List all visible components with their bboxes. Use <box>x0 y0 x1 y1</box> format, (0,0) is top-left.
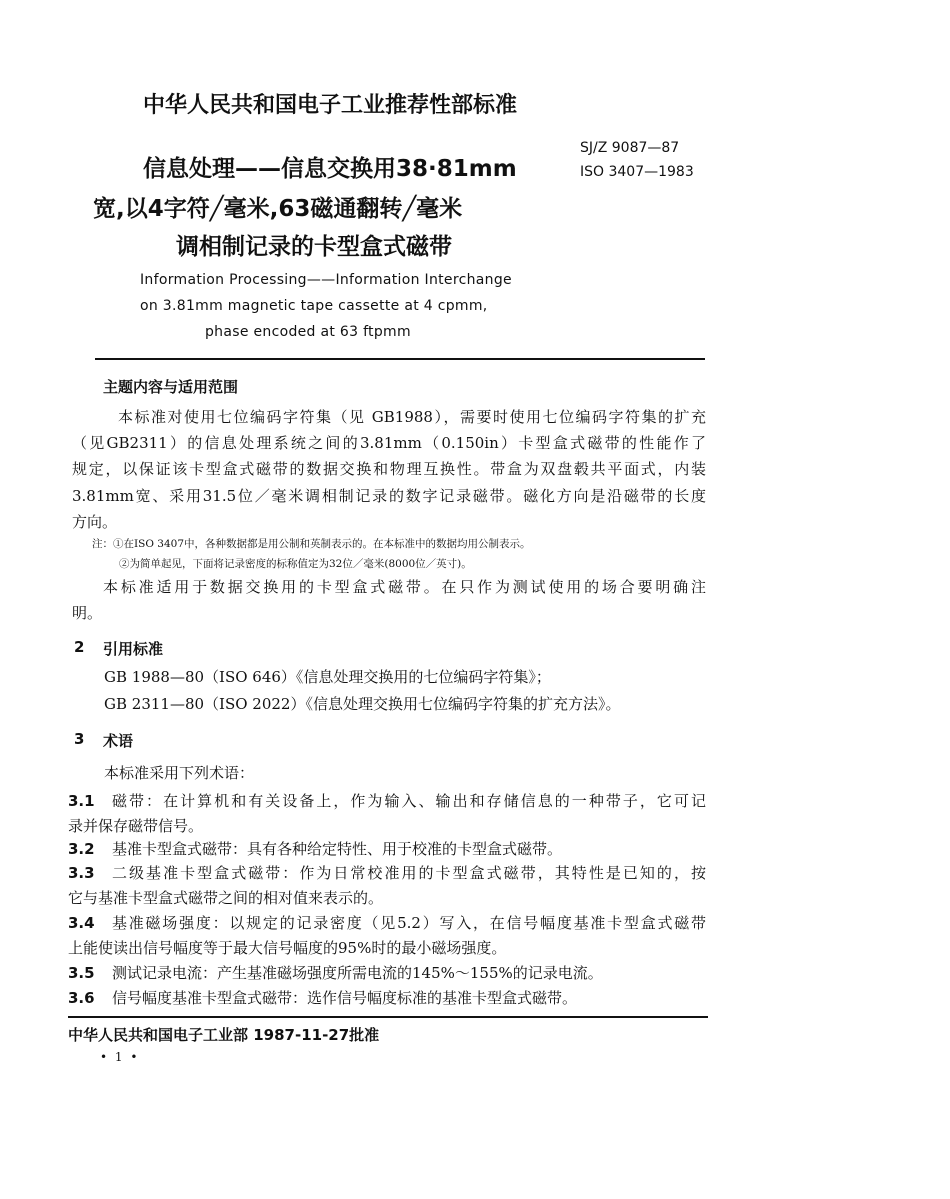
para1-line-5: 方向。 <box>72 513 118 531</box>
para1-line-3: 规定，以保证该卡型盒式磁带的数据交换和物理互换性。带盒为双盘毂共平面式，内装 <box>72 460 706 478</box>
term-text: 上能使读出信号幅度等于最大信号幅度的95%时的最小磁场强度。 <box>68 939 507 957</box>
standard-code-iso: ISO 3407—1983 <box>580 164 694 180</box>
para2-line-1: 本标准适用于数据交换用的卡型盒式磁带。在只作为测试使用的场合要明确注 <box>103 578 706 596</box>
term-text: 基准磁场强度：以规定的记录密度（见5.2）写入，在信号幅度基准卡型盒式磁带 <box>112 914 706 932</box>
section-2-heading: 引用标准 <box>103 640 164 658</box>
title-en-line-1: Information Processing——Information Interchange <box>140 272 512 288</box>
approval-line: 中华人民共和国电子工业部 1987-11-27批准 <box>68 1026 380 1044</box>
para1-line-2: （见GB2311）的信息处理系统之间的3.81mm（0.150in）卡型盒式磁带的性能作了 <box>72 434 706 452</box>
term-number: 3.3 <box>68 864 95 882</box>
section-2-number: 2 <box>74 638 85 656</box>
title-cn-line-1: 信息处理——信息交换用38·81mm <box>143 156 517 182</box>
para1-line-4: 3.81mm宽、采用31.5位／毫米调相制记录的数字记录磁带。磁化方向是沿磁带的长度 <box>72 487 706 505</box>
standard-code-sj: SJ/Z 9087—87 <box>580 140 680 156</box>
page-number: • 1 • <box>100 1050 140 1064</box>
term-text: 它与基准卡型盒式磁带之间的相对值来表示的。 <box>68 889 384 907</box>
note-2: ②为简单起见，下面将记录密度的标称值定为32位／毫米(8000位／英寸)。 <box>119 558 472 570</box>
title-cn-line-3: 调相制记录的卡型盒式磁带 <box>176 234 452 260</box>
term-number: 3.1 <box>68 792 95 810</box>
para1-line-1: 本标准对使用七位编码字符集（见 GB1988），需要时使用七位编码字符集的扩充 <box>118 408 706 426</box>
note-1: 注：①在ISO 3407中，各种数据都是用公制和英制表示的。在本标准中的数据均用公制表示。 <box>92 538 531 550</box>
header-divider <box>95 358 705 360</box>
term-number: 3.5 <box>68 964 95 982</box>
term-text: 录并保存磁带信号。 <box>68 817 204 835</box>
section-3-number: 3 <box>74 730 85 748</box>
term-number: 3.4 <box>68 914 95 932</box>
term-text: 基准卡型盒式磁带：具有各种给定特性、用于校准的卡型盒式磁带。 <box>112 840 563 858</box>
terms-intro: 本标准采用下列术语： <box>104 764 255 782</box>
reference-1: GB 1988—80（ISO 646）《信息处理交换用的七位编码字符集》； <box>104 668 551 686</box>
title-en-line-2: on 3.81mm magnetic tape cassette at 4 cpmm, <box>140 298 488 314</box>
title-cn-line-2: 宽,以4字符╱毫米,63磁通翻转╱毫米 <box>93 196 463 222</box>
reference-2: GB 2311—80（ISO 2022）《信息处理交换用七位编码字符集的扩充方法》。 <box>104 695 621 713</box>
para2-line-2: 明。 <box>72 604 103 622</box>
footer-divider <box>68 1016 708 1018</box>
term-text: 信号幅度基准卡型盒式磁带：选作信号幅度标准的基准卡型盒式磁带。 <box>112 989 578 1007</box>
title-en-line-3: phase encoded at 63 ftpmm <box>205 324 411 340</box>
term-text: 二级基准卡型盒式磁带：作为日常校准用的卡型盒式磁带，其特性是已知的，按 <box>112 864 706 882</box>
term-text: 磁带：在计算机和有关设备上，作为输入、输出和存储信息的一种带子，它可记 <box>112 792 706 810</box>
term-text: 测试记录电流：产生基准磁场强度所需电流的145%～155%的记录电流。 <box>112 964 603 982</box>
term-number: 3.2 <box>68 840 95 858</box>
ministry-standard-title: 中华人民共和国电子工业推荐性部标准 <box>143 93 518 118</box>
section-1-heading: 主题内容与适用范围 <box>103 378 239 396</box>
section-3-heading: 术语 <box>103 732 134 750</box>
term-number: 3.6 <box>68 989 95 1007</box>
